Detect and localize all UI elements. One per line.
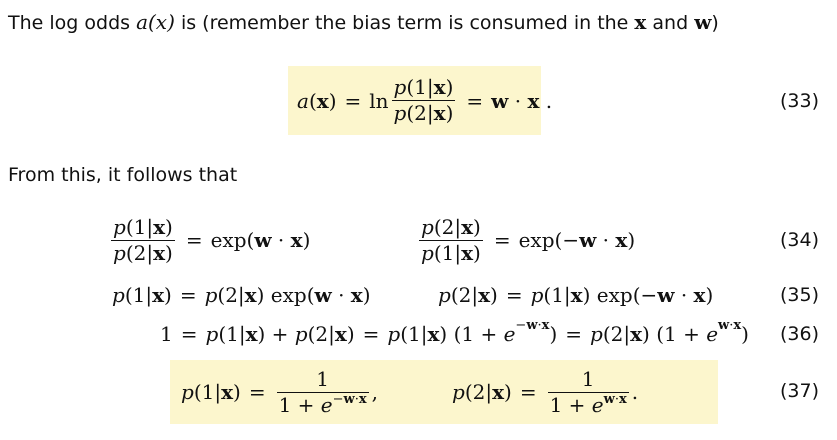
intro-rest: is (remember the bias term is consumed in the	[180, 12, 629, 34]
intro-math: a(x)	[136, 10, 175, 34]
intro-text: The log odds	[8, 12, 131, 34]
equation-35-left: p (1| x ) = p (2| x ) exp( w · x )	[112, 283, 371, 307]
equation-37-right: p (2| x ) = $\frac{1}{1 + e^{w\cdot x}}$ .	[452, 366, 639, 417]
intro-sentence	[8, 10, 719, 34]
equation-34-right: $\frac{p(2|x)}{p(1|x)}$ = exp(− w · x )	[421, 214, 636, 265]
equation-37-left: p (1| x ) = $\frac{1}{1 + e^{-w\cdot x}}$ ,	[181, 366, 379, 417]
equation-33: a ( x ) = ln $\frac{p(1|x)}{p(2|x)}$ = w · x .	[297, 75, 553, 125]
equation-36: 1 = p (1| x ) + p (2| x ) = p (1| x ) (1 + e −w·x ) = p (2| x ) (1 + e w·x )	[160, 317, 749, 346]
equation-number-36: (36)	[779, 323, 819, 345]
equation-number-34: (34)	[779, 229, 819, 251]
equation-number-33: (33)	[779, 90, 819, 112]
follows-sentence: From this, it follows that	[8, 164, 238, 186]
equation-number-37: (37)	[779, 380, 819, 402]
intro-and: and	[652, 12, 689, 34]
equation-number-35: (35)	[779, 284, 819, 306]
equation-34-left: $\frac{p(1|x)}{p(2|x)}$ = exp( w · x )	[113, 214, 311, 265]
intro-close: )	[711, 12, 719, 34]
intro-w: w	[694, 10, 712, 34]
intro-x: x	[634, 10, 647, 34]
equation-35-right: p (2| x ) = p (1| x ) exp(− w · x )	[438, 283, 714, 307]
